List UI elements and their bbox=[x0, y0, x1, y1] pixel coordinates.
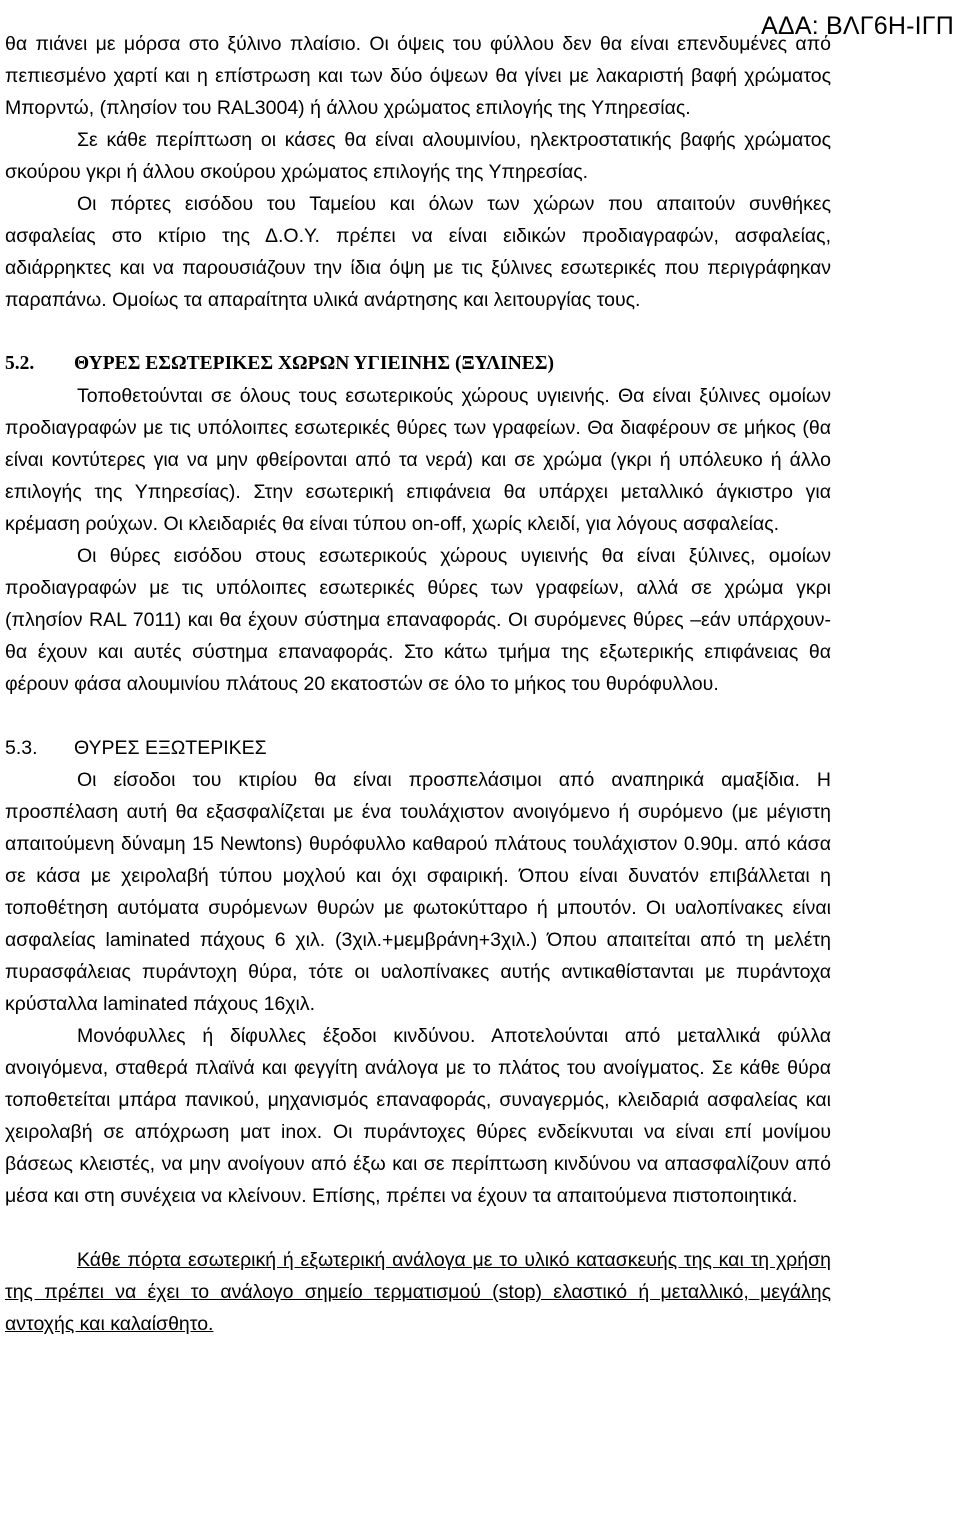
section-title: ΘΥΡΕΣ ΕΣΩΤΕΡΙΚΕΣ ΧΩΡΩΝ ΥΓΙΕΙΝΗΣ (ΞΥΛΙΝΕΣ) bbox=[74, 353, 555, 374]
paragraph-entrances: Οι είσοδοι του κτιρίου θα είναι προσπελάσιμοι από αναπηρικά αμαξίδια. Η προσπέλαση αυτή θα εξασφαλίζεται με ένα τουλάχιστον ανοιγόμενο ή συρόμενο (με μέγιστη απαιτούμενη δύναμη 15 Newtons) θυρόφυλλο καθαρού πλάτους τουλάχιστον 0.90μ. από κάσα σε κάσα με χειρολαβή τύπου μοχλού και όχι σφαιρική. Όπου είναι δυνατόν επιβάλλεται η τοποθέτηση αυτόματα συρόμενων θυρών με φωτοκύτταρο ή μπουτόν. Οι υαλοπίνακες είναι ασφαλείας laminated πάχους 6 χιλ. (3χιλ.+μεμβράνη+3χιλ.) Όπου απαιτείται από τη μελέτη πυρασφάλειας πυράντοχη θύρα, τότε οι υαλοπίνακες αυτής αντικαθίστανται με πυράντοχα κρύσταλλα laminated πάχους 16χιλ. bbox=[5, 769, 831, 1015]
document-id-header: ΑΔΑ: ΒΛΓ6Η-ΙΓΠ bbox=[761, 12, 954, 40]
paragraph-frames: Σε κάθε περίπτωση οι κάσες θα είναι αλουμινίου, ηλεκτροστατικής βαφής χρώματος σκούρου γκρι ή άλλου σκούρου χρώματος επιλογής της Υπηρεσίας. bbox=[5, 129, 831, 183]
section-heading-5-3 bbox=[5, 732, 831, 764]
paragraph-sanitary-entrance: Οι θύρες εισόδου στους εσωτερικούς χώρους υγιεινής θα είναι ξύλινες, ομοίων προδιαγραφών με τις υπόλοιπες εσωτερικές θύρες των γραφείων, αλλά σε χρώμα γκρι (πλησίον RAL 7011) και θα έχουν σύστημα επαναφοράς. Οι συρόμενες θύρες –εάν υπάρχουν- θα έχουν και αυτές σύστημα επαναφοράς. Στο κάτω τμήμα της εξωτερικής επιφάνειας θα φέρουν φάσα αλουμινίου πλάτους 20 εκατοστών σε όλο το μήκος του θυρόφυλλου. bbox=[5, 545, 831, 695]
section-number: 5.3. bbox=[5, 737, 38, 759]
section-title: ΘΥΡΕΣ ΕΞΩΤΕΡΙΚΕΣ bbox=[74, 737, 267, 759]
paragraph-door-stop-note: Κάθε πόρτα εσωτερική ή εξωτερική ανάλογα με το υλικό κατασκευής της και τη χρήση της πρέπει να έχει το ανάλογο σημείο τερματισμού (stop) ελαστικό ή μεταλλικό, μεγάλης αντοχής και καλαίσθητο. bbox=[5, 1249, 831, 1335]
paragraph-sanitary-doors: Τοποθετούνται σε όλους τους εσωτερικούς χώρους υγιεινής. Θα είναι ξύλινες ομοίων προδιαγραφών με τις υπόλοιπες εσωτερικές θύρες των γραφείων. Θα διαφέρουν σε μήκος (θα είναι κοντύτερες για να μην φθείρονται από τα νερά) και σε χρώμα (γκρι ή υπόλευκο ή άλλο επιλογής της Υπηρεσίας). Στην εσωτερική επιφάνεια θα υπάρχει μεταλλικό άγκιστρο για κρέμαση ρούχων. Οι κλειδαριές θα είναι τύπου on-off, χωρίς κλειδί, για λόγους ασφαλείας. bbox=[5, 385, 831, 535]
paragraph-security-doors: Οι πόρτες εισόδου του Ταμείου και όλων των χώρων που απαιτούν συνθήκες ασφαλείας στο κτίριο της Δ.Ο.Υ. πρέπει να είναι ειδικών προδιαγραφών, ασφαλείας, αδιάρρηκτες και να παρουσιάζουν την ίδια όψη με τις ξύλινες εσωτερικές που περιγράφηκαν παραπάνω. Ομοίως τα απαραίτητα υλικά ανάρτησης και λειτουργίας τους. bbox=[5, 193, 831, 311]
section-number: 5.2. bbox=[5, 353, 35, 374]
document-body bbox=[5, 28, 831, 1340]
paragraph-continued: θα πιάνει με μόρσα στο ξύλινο πλαίσιο. Οι όψεις του φύλλου δεν θα είναι επενδυμένες από πεπιεσμένο χαρτί και η επίστρωση και των δύο όψεων θα γίνει με λακαριστή βαφή χρώματος Μπορντώ, (πλησίον του RAL3004) ή άλλου χρώματος επιλογής της Υπηρεσίας. bbox=[5, 33, 831, 119]
paragraph-emergency-exits: Μονόφυλλες ή δίφυλλες έξοδοι κινδύνου. Αποτελούνται από μεταλλικά φύλλα ανοιγόμενα, σταθερά πλαϊνά και φεγγίτη ανάλογα με το πλάτος του ανοίγματος. Σε κάθε θύρα τοποθετείται μπάρα πανικού, μηχανισμός επαναφοράς, συναγερμός, κλειδαριά ασφαλείας και χειρολαβή σε απόχρωση ματ inox. Οι πυράντοχες θύρες ενδείκνυται να είναι επί μονίμου βάσεως κλειστές, να μην ανοίγουν από έξω και σε περίπτωση κινδύνου να απασφαλίζουν από μέσα και στη συνέχεια να κλείνουν. Επίσης, πρέπει να έχουν τα απαιτούμενα πιστοποιητικά. bbox=[5, 1025, 831, 1207]
section-heading-5-2 bbox=[5, 348, 831, 380]
